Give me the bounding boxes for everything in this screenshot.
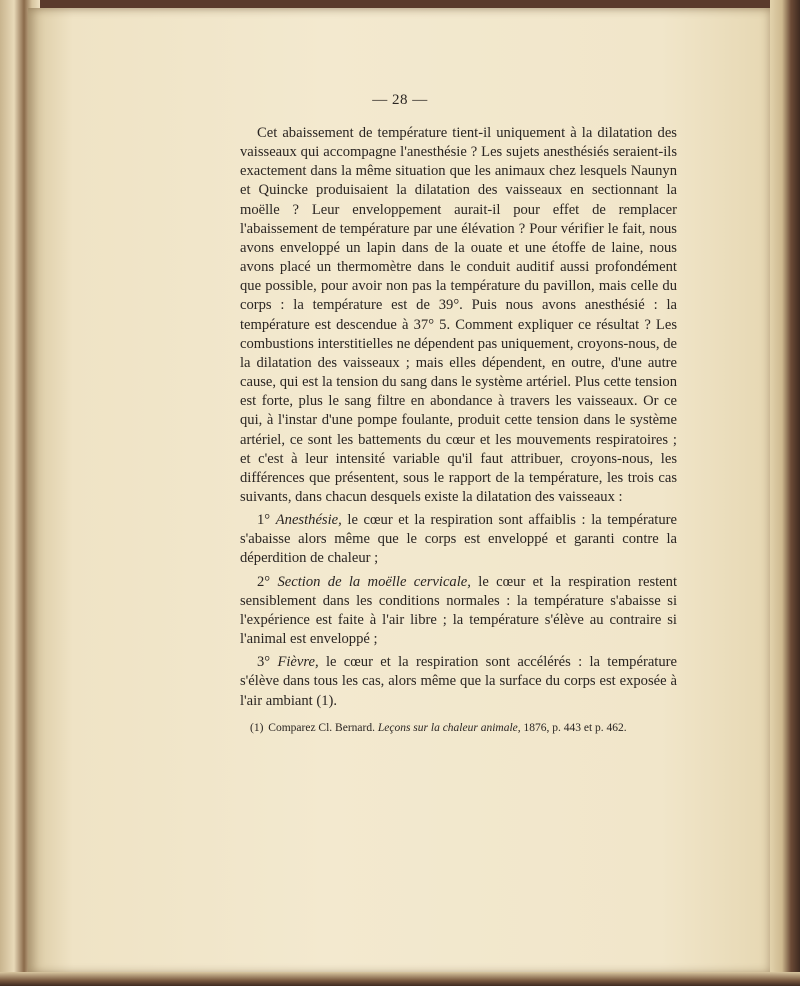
page-bottom-edge: [0, 972, 800, 986]
list-number: 1°: [257, 512, 271, 529]
page-fore-edge: [770, 0, 800, 986]
paragraph-2: [240, 511, 677, 568]
paragraph-4: [240, 653, 677, 710]
list-number: 2°: [257, 573, 271, 590]
footnote-reference: (1).: [316, 692, 338, 709]
page-number: — 28 —: [372, 92, 428, 108]
footnote-number: (1): [250, 722, 264, 734]
list-text: le cœur et la respiration restent sensiblement dans les conditions normales : la température s'abaisse si l'expérience est faite à l'air libre ; la température s'élève au contraire si l'animal est enveloppé ;: [240, 573, 678, 648]
list-text: le cœur et la respiration sont accélérés : la température s'élève dans tous les cas, alors même que la surface du corps est exposée à l'air ambiant: [240, 654, 677, 709]
list-label: Section de la moëlle cervicale,: [277, 573, 471, 590]
list-label: Anesthésie,: [275, 512, 342, 529]
list-number: 3°: [257, 654, 271, 671]
list-text: le cœur et la respiration sont affaiblis : la température s'abaisse alors même que le corps est enveloppé et garanti contre la déperdition de chaleur ;: [240, 512, 677, 567]
paragraph-3: [240, 573, 677, 650]
body-text: [240, 124, 677, 711]
footnote: [250, 722, 670, 734]
list-label: Fièvre,: [277, 654, 319, 671]
paragraph-1: Cet abaissement de température tient-il uniquement à la dilatation des vaisseaux qui accompagne l'anesthésie ? Les sujets anesthésiés seraient-ils exactement dans la même situation que les animaux chez lesquels Naunyn et Quincke produisaient la dilatation des vaisseaux en sectionnant la moëlle ? Leur enveloppement aurait-il pour effet de remplacer l'abaissement de température par une élévation ? Pour vérifier le fait, nous avons enveloppé un lapin dans de la ouate et une étoffe de laine, nous avons placé un thermomètre dans le conduit auditif aussi profondément que possible, pour avoir non pas la température du pavillon, mais celle du corps : la température est de 39°. Puis nous avons anesthésié : la température est descendue à 37° 5. Comment expliquer ce résultat ? Les combustions interstitielles ne dépendent pas uniquement, croyons-nous, de la dilatation des vaisseaux ; mais elles dépendent, en outre, d'une autre cause, qui est la tension du sang dans le système artériel. Plus cette tension est forte, plus le sang filtre en abondance à travers les vaisseaux. Or ce qui, à l'instar d'une pompe foulante, produit cette tension dans le système artériel, ce sont les battements du cœur et les mouvements respiratoires ; et c'est à leur intensité variable qu'il faut attribuer, croyons-nous, les différences que présentent, sous le rapport de la température, les trois cas suivants, dans chacun desquels existe la dilatation des vaisseaux :: [240, 125, 677, 505]
footnote-text-before: Comparez Cl. Bernard.: [268, 722, 375, 734]
footnote-title: Leçons sur la chaleur animale,: [377, 722, 521, 734]
footnote-text-after: 1876, p. 443 et p. 462.: [523, 722, 627, 734]
